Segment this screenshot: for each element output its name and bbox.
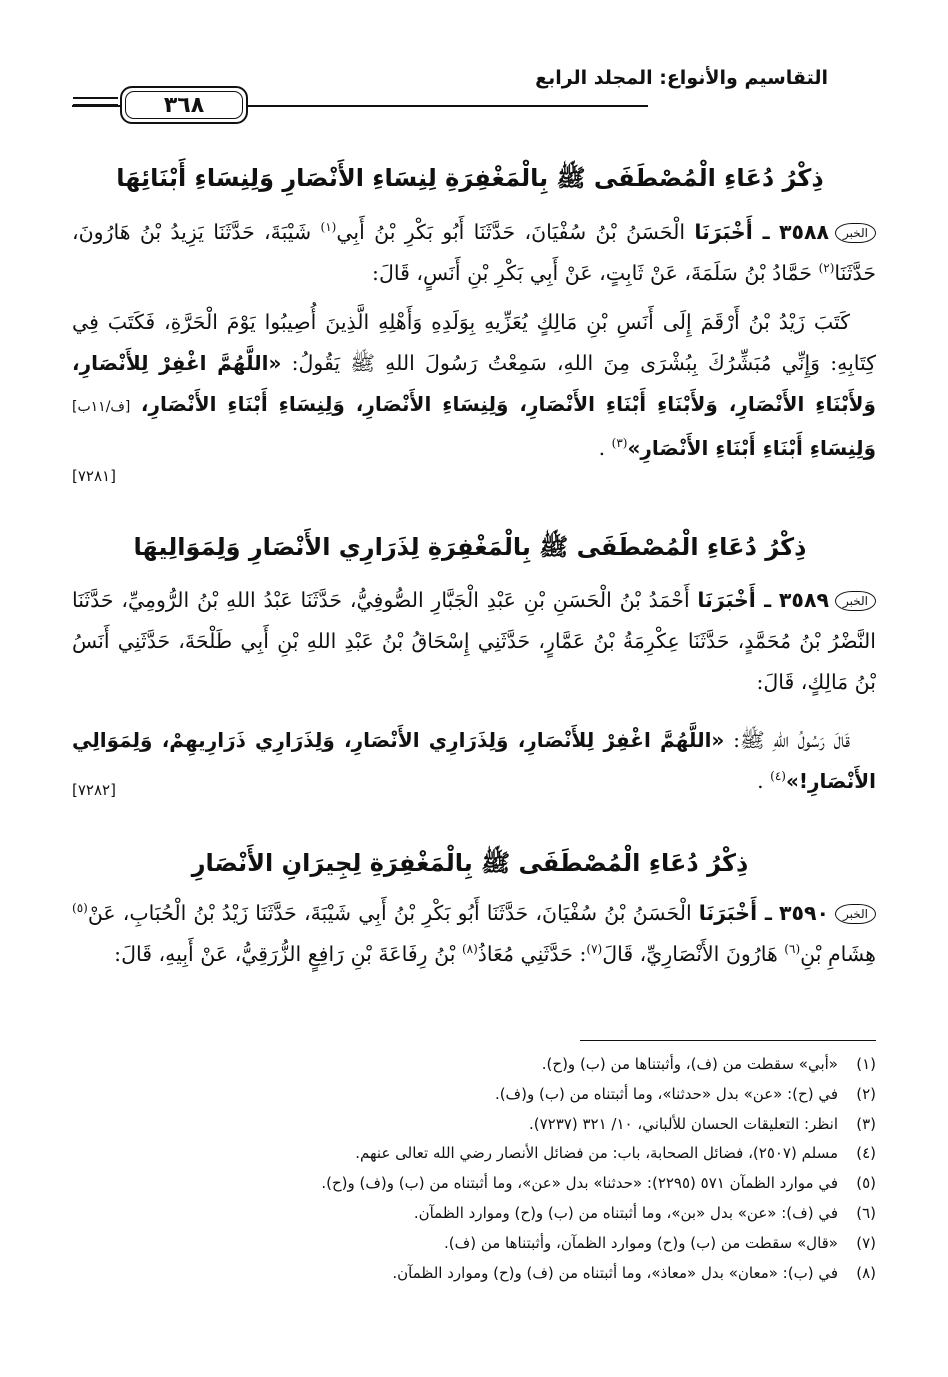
- footnote-number: (٧): [856, 1233, 876, 1252]
- footnote-text: «قال» سقطت من (ب) و(ح) وموارد الظمآن، وأثبتناها من (ف).: [444, 1233, 838, 1252]
- hadith-matn: كَتَبَ زَيْدُ بْنُ أَرْقَمَ إِلَى أَنَسِ بْنِ مَالِكٍ يُعَزِّيهِ بِوَلَدِهِ وَأَهْلِهِ الَّذِينَ أُصِيبُوا يَوْمَ الْحَرَّةِ، فَكَتَبَ فِي كِتَابِهِ: وَإِنِّي مُبَشِّرُكَ بِبُشْرَى مِنَ اللهِ، سَمِعْتُ رَسُولَ اللهِ ﷺ يَقُولُ: «اللَّهُمَّ اغْفِرْ لِلأَنْصَارِ، وَلأَبْنَاءِ الأَنْصَارِ، وَلأَبْنَاءِ أَبْنَاءِ الأَنْصَارِ، وَلِنِسَاءِ الأَنْصَارِ، وَلِنِسَاءِ أَبْنَاءِ الأَنْصَارِ، [ف/١١ب] وَلِنِسَاءِ أَبْنَاءِ أَبْنَاءِ الأَنْصَارِ»$^{(٣)}$ .: [72, 310, 876, 460]
- page-number: ٣٦٨: [125, 91, 243, 119]
- footnote-ref: (٧): [586, 942, 603, 957]
- khabar-badge: الخبر: [835, 591, 876, 611]
- footnote-ref: (٥): [72, 901, 88, 916]
- akhbarana: ـ أَخْبَرَنَا: [694, 220, 770, 244]
- footnote: [72, 1199, 876, 1229]
- footnote: [72, 1080, 876, 1110]
- footnote-ref: (٢): [818, 261, 835, 276]
- hadith-isnad: [72, 212, 876, 294]
- footnote: [72, 1110, 876, 1140]
- isnad-text: حَمَّادُ بْنُ سَلَمَةَ، عَنْ ثَابِتٍ، عَنْ أَبِي بَكْرِ بْنِ أَنَسٍ، قَالَ:: [372, 261, 813, 285]
- chapter-heading: ذِكْرُ دُعَاءِ الْمُصْطَفَى ﷺ بِالْمَغْفِرَةِ لِذَرَارِي الأَنْصَارِ وَلِمَوَالِيهَا: [133, 533, 807, 561]
- footnote-number: (٤): [856, 1144, 876, 1163]
- footnote-ref: (٨): [461, 942, 478, 957]
- khabar-badge: الخبر: [835, 904, 876, 924]
- footnote-text: مسلم (٢٥٠٧)، فضائل الصحابة، باب: من فضائل الأنصار رضي الله تعالى عنهم.: [355, 1144, 838, 1163]
- hadith-isnad: [72, 580, 876, 703]
- running-title: التقاسيم والأنواع: المجلد الرابع: [535, 67, 828, 89]
- hadith-matn: قَالَ رَسُولُ اللهِ ﷺ: «اللَّهُمَّ اغْفِرْ لِلأَنْصَارِ، وَلِذَرَارِي الأَنْصَارِ، وَلِذَرَارِي ذَرَارِيهِمْ، وَلِمَوَالِي الأَنْصَارِ!»$^{(٤)}$ .: [72, 728, 876, 793]
- matn-text: كَتَبَ زَيْدُ بْنُ أَرْقَمَ إِلَى أَنَسِ بْنِ مَالِكٍ يُعَزِّيهِ بِوَلَدِهِ وَأَهْلِهِ الَّذِينَ أُصِيبُوا يَوْمَ الْحَرَّةِ، فَكَتَبَ فِي كِتَابِهِ: وَإِنِّي مُبَشِّرُكَ بِبُشْرَى مِنَ اللهِ، سَمِعْتُ رَسُولَ اللهِ ﷺ يَقُولُ:: [72, 310, 876, 375]
- footnote-number: (٢): [856, 1084, 876, 1103]
- footnote: [72, 1259, 876, 1289]
- page-number-frame: [120, 86, 248, 124]
- khabar-badge: الخبر: [835, 223, 876, 243]
- footnote-text: في (ح): «عن» بدل «حدثنا»، وما أثبتناه من (ب) و(ف).: [494, 1084, 838, 1103]
- akhbarana: ـ أَخْبَرَنَا: [698, 901, 772, 925]
- isnad-text: هِشَامِ بْنِ: [800, 942, 876, 966]
- isnad-text: أَحْمَدُ بْنُ الْحَسَنِ بْنِ عَبْدِ الْجَبَّارِ الصُّوفِيُّ، حَدَّثَنَا عَبْدُ اللهِ بْنُ الرُّومِيِّ، حَدَّثَنَا النَّضْرُ بْنُ مُحَمَّدٍ، حَدَّثَنَا عِكْرِمَةُ بْنُ عَمَّارٍ، حَدَّثَنِي إِسْحَاقُ بْنُ عَبْدِ اللهِ بْنِ أَبِي طَلْحَةَ، حَدَّثَنِي أَنَسُ بْنُ مَالِكٍ، قَالَ:: [72, 588, 876, 694]
- prophetic-prayer: «اللَّهُمَّ اغْفِرْ لِلأَنْصَارِ، وَلأَبْنَاءِ الأَنْصَارِ، وَلأَبْنَاءِ أَبْنَاءِ الأَنْصَارِ، وَلِنِسَاءِ الأَنْصَارِ، وَلِنِسَاءِ أَبْنَاءِ الأَنْصَارِ،: [72, 351, 876, 416]
- header-ornament: [73, 97, 118, 113]
- footnote-number: (٨): [856, 1263, 876, 1282]
- footnote: [72, 1050, 876, 1080]
- footnote-number: (٣): [856, 1114, 876, 1133]
- footnote-ref: (٣): [611, 436, 628, 451]
- akhbarana: ـ أَخْبَرَنَا: [697, 588, 772, 612]
- footnote-number: (١): [856, 1055, 876, 1073]
- matn-text: قَالَ رَسُولُ اللهِ ﷺ:: [733, 728, 850, 752]
- manuscript-ref: [ف/١١ب]: [72, 399, 131, 415]
- chapter-heading: ذِكْرُ دُعَاءِ الْمُصْطَفَى ﷺ بِالْمَغْفِرَةِ لِنِسَاءِ الأَنْصَارِ وَلِنِسَاءِ أَبْنَائِهَا: [116, 164, 824, 192]
- footnote-text: في (ف): «عن» بدل «بن»، وما أثبتناه من (ب) و(ح) وموارد الظمآن.: [413, 1203, 838, 1222]
- isnad-text: الْحَسَنُ بْنُ سُفْيَانَ، حَدَّثَنَا أَبُو بَكْرِ بْنُ أَبِي شَيْبَةَ، حَدَّثَنَا زَيْدُ بْنُ الْحُبَابِ، عَنْ: [87, 901, 692, 925]
- footnote-text: في موارد الظمآن ٥٧١ (٢٢٩٥): «حدثنا» بدل «عن»، وما أثبتناه من (ب) و(ف) و(ح).: [321, 1174, 838, 1193]
- footnote-number: (٦): [856, 1203, 876, 1222]
- footnote: [72, 1169, 876, 1199]
- footnote: [72, 1229, 876, 1259]
- isnad-text: هَارُونَ الأَنْصَارِيِّ، قَالَ: [602, 942, 778, 966]
- isnad-text: الْحَسَنُ بْنُ سُفْيَانَ، حَدَّثَنَا أَبُو بَكْرِ بْنُ أَبِي: [336, 220, 686, 244]
- footnote-ref: (٤): [770, 769, 786, 784]
- hadith-number: ٣٥٨٩: [778, 588, 829, 612]
- footnote-text: انظر: التعليقات الحسان للألباني، ١٠/ ٣٢١ (٧٢٣٧).: [528, 1114, 838, 1133]
- hadith-end-ref: [٧٢٨١]: [72, 467, 116, 485]
- isnad-text: : حَدَّثَنِي مُعَاذُ: [477, 942, 587, 966]
- footnotes: [72, 1050, 876, 1288]
- hadith-number: ٣٥٨٨: [778, 220, 829, 244]
- isnad-text: شَيْبَةَ، حَدَّثَنَا يَزِيدُ بْنُ هَارُونَ، حَدَّثَنَا: [72, 220, 876, 285]
- prophetic-prayer: «اللَّهُمَّ اغْفِرْ لِلأَنْصَارِ، وَلِذَرَارِي الأَنْصَارِ، وَلِذَرَارِي ذَرَارِيهِمْ، وَلِمَوَالِي الأَنْصَارِ!»: [72, 728, 876, 793]
- footnote-separator: [580, 1040, 876, 1041]
- hadith-isnad: [72, 893, 876, 975]
- isnad-text: بْنُ رِفَاعَةَ بْنِ رَافِعٍ الزُّرَقِيُّ، عَنْ أَبِيهِ، قَالَ:: [114, 942, 456, 966]
- footnote-ref: (٦): [784, 942, 801, 957]
- footnote-text: في (ب): «معان» بدل «معاذ»، وما أثبتناه من (ف) و(ح) وموارد الظمآن.: [392, 1263, 838, 1282]
- prophetic-prayer: وَلِنِسَاءِ أَبْنَاءِ أَبْنَاءِ الأَنْصَارِ»: [627, 436, 876, 460]
- footnote-number: (٥): [856, 1174, 876, 1193]
- chapter-heading: ذِكْرُ دُعَاءِ الْمُصْطَفَى ﷺ بِالْمَغْفِرَةِ لِجِيرَانِ الأَنْصَارِ: [191, 849, 749, 877]
- footnote: [72, 1139, 876, 1169]
- footnote-ref: (١): [320, 220, 337, 235]
- hadith-number: ٣٥٩٠: [778, 901, 830, 925]
- footnote-text: «أبي» سقطت من (ف)، وأثبتناها من (ب) و(ح).: [541, 1055, 838, 1073]
- hadith-end-ref: [٧٢٨٢]: [72, 781, 116, 799]
